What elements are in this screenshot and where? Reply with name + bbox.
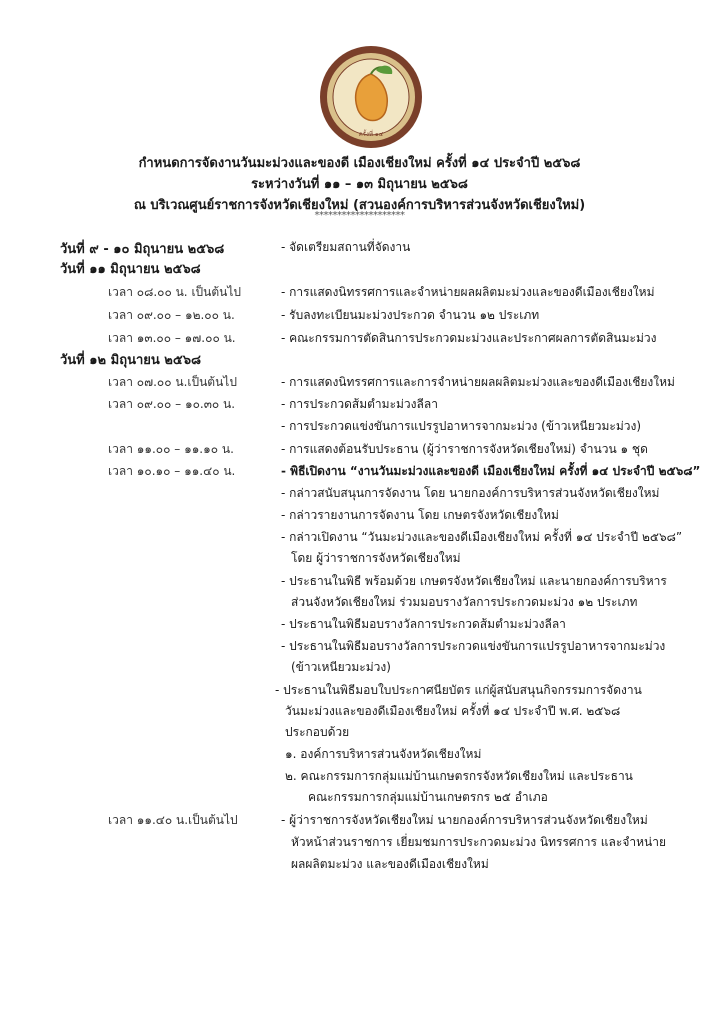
activity-support-speech: - กล่าวสนับสนุนการจัดงาน โดย นายกองค์การบริหารส่วนจังหวัดเชียงใหม่ [281,486,660,500]
title-line-2: ระหว่างวันที่ ๑๑ – ๑๓ มิถุนายน ๒๕๖๘ [251,177,468,192]
time-0700: เวลา ๐๗.๐๐ น.เป็นต้นไป [108,375,237,389]
date-heading-12: วันที่ ๑๒ มิถุนายน ๒๕๖๘ [60,353,201,368]
activity-certificates-cont: วันมะม่วงและของดีเมืองเชียงใหม่ ครั้งที่ ๑๔ ประจำปี พ.ศ. ๒๕๖๘ [285,704,621,718]
activity-certificates: - ประธานในพิธีมอบใบประกาศนียบัตร แก่ผู้สนับสนุนกิจกรรมการจัดงาน [275,683,642,697]
list-item-2: ๒. คณะกรรมการกลุ่มแม่บ้านเกษตรกรจังหวัดเชียงใหม่ และประธาน [285,769,633,783]
activity-certificates-consists: ประกอบด้วย [285,725,350,739]
time-1100-1110: เวลา ๑๑.๐๐ – ๑๑.๑๐ น. [108,442,234,456]
activity-visit: - ผู้ว่าราชการจังหวัดเชียงใหม่ นายกองค์การบริหารส่วนจังหวัดเชียงใหม่ [281,813,648,827]
time-1140: เวลา ๑๑.๔๐ น.เป็นต้นไป [108,813,238,827]
activity-prepare-venue: - จัดเตรียมสถานที่จัดงาน [281,240,411,254]
organization-logo [318,44,424,150]
activity-opening-speech: - กล่าวเปิดงาน “วันมะม่วงและของดีเมืองเชียงใหม่ ครั้งที่ ๑๔ ประจำปี ๒๕๖๘” [281,530,683,544]
list-item-2-cont: คณะกรรมการกลุ่มแม่บ้านเกษตรกร ๒๕ อำเภอ [308,790,548,804]
activity-award-mango: - ประธานในพิธี พร้อมด้วย เกษตรจังหวัดเชียงใหม่ และนายกองค์การบริหาร [281,574,667,588]
list-item-1: ๑. องค์การบริหารส่วนจังหวัดเชียงใหม่ [285,747,482,761]
activity-visit-cont-1: หัวหน้าส่วนราชการ เยี่ยมชมการประกวดมะม่วง นิทรรศการ และจำหน่าย [291,835,666,849]
time-0900-1200: เวลา ๐๙.๐๐ – ๑๒.๐๐ น. [108,308,235,322]
separator-stars: ******************** [314,210,405,221]
activity-judging: - คณะกรรมการตัดสินการประกวดมะม่วงและประกาศผลการตัดสินมะม่วง [281,331,657,345]
activity-exhibition-day12: - การแสดงนิทรรศการและการจำหน่ายผลผลิตมะม่วงและของดีเมืองเชียงใหม่ [281,375,675,389]
time-0800: เวลา ๐๘.๐๐ น. เป็นต้นไป [108,285,242,299]
activity-award-mango-cont: ส่วนจังหวัดเชียงใหม่ ร่วมมอบรางวัลการประกวดมะม่วง ๑๒ ประเภท [291,595,638,609]
activity-food-processing-contest: - การประกวดแข่งขันการแปรรูปอาหารจากมะม่วง (ข้าวเหนียวมะม่วง) [281,419,642,433]
date-heading-11: วันที่ ๑๑ มิถุนายน ๒๕๖๘ [60,262,201,277]
date-heading-9-10: วันที่ ๙ - ๑๐ มิถุนายน ๒๕๖๘ [60,242,225,257]
time-0900-1030: เวลา ๐๙.๐๐ – ๑๐.๓๐ น. [108,397,236,411]
logo-sub-text: ครั้งที่ ๑๔ [358,131,384,138]
activity-opening-ceremony: - พิธีเปิดงาน “งานวันมะม่วงและของดี เมืองเชียงใหม่ ครั้งที่ ๑๔ ประจำปี ๒๕๖๘” [281,464,701,478]
title-line-3: ณ บริเวณศูนย์ราชการจังหวัดเชียงใหม่ (สวนองค์การบริหารส่วนจังหวัดเชียงใหม่) [133,198,586,213]
title-line-1: กำหนดการจัดงานวันมะม่วงและของดี เมืองเชียงใหม่ ครั้งที่ ๑๔ ประจำปี ๒๕๖๘ [138,156,581,171]
activity-opening-speech-cont: โดย ผู้ว่าราชการจังหวัดเชียงใหม่ [291,551,461,565]
activity-registration: - รับลงทะเบียนมะม่วงประกวด จำนวน ๑๒ ประเภท [281,308,540,322]
time-1300-1700: เวลา ๑๓.๐๐ – ๑๗.๐๐ น. [108,331,236,345]
activity-award-somtam: - ประธานในพิธีมอบรางวัลการประกวดส้มตำมะม่วงลีลา [281,617,566,631]
activity-visit-cont-2: ผลผลิตมะม่วง และของดีเมืองเชียงใหม่ [291,857,489,871]
activity-somtam-contest: - การประกวดส้มตำมะม่วงลีลา [281,397,438,411]
activity-award-food-cont: (ข้าวเหนียวมะม่วง) [291,660,391,674]
activity-award-food: - ประธานในพิธีมอบรางวัลการประกวดแข่งขันการแปรรูปอาหารจากมะม่วง [281,639,666,653]
activity-report-speech: - กล่าวรายงานการจัดงาน โดย เกษตรจังหวัดเชียงใหม่ [281,508,559,522]
activity-welcome-show: - การแสดงต้อนรับประธาน (ผู้ว่าราชการจังหวัดเชียงใหม่) จำนวน ๑ ชุด [281,442,648,456]
activity-exhibition-day11: - การแสดงนิทรรศการและจำหน่ายผลผลิตมะม่วงและของดีเมืองเชียงใหม่ [281,285,655,299]
time-1010-1140: เวลา ๑๐.๑๐ – ๑๑.๔๐ น. [108,464,236,478]
